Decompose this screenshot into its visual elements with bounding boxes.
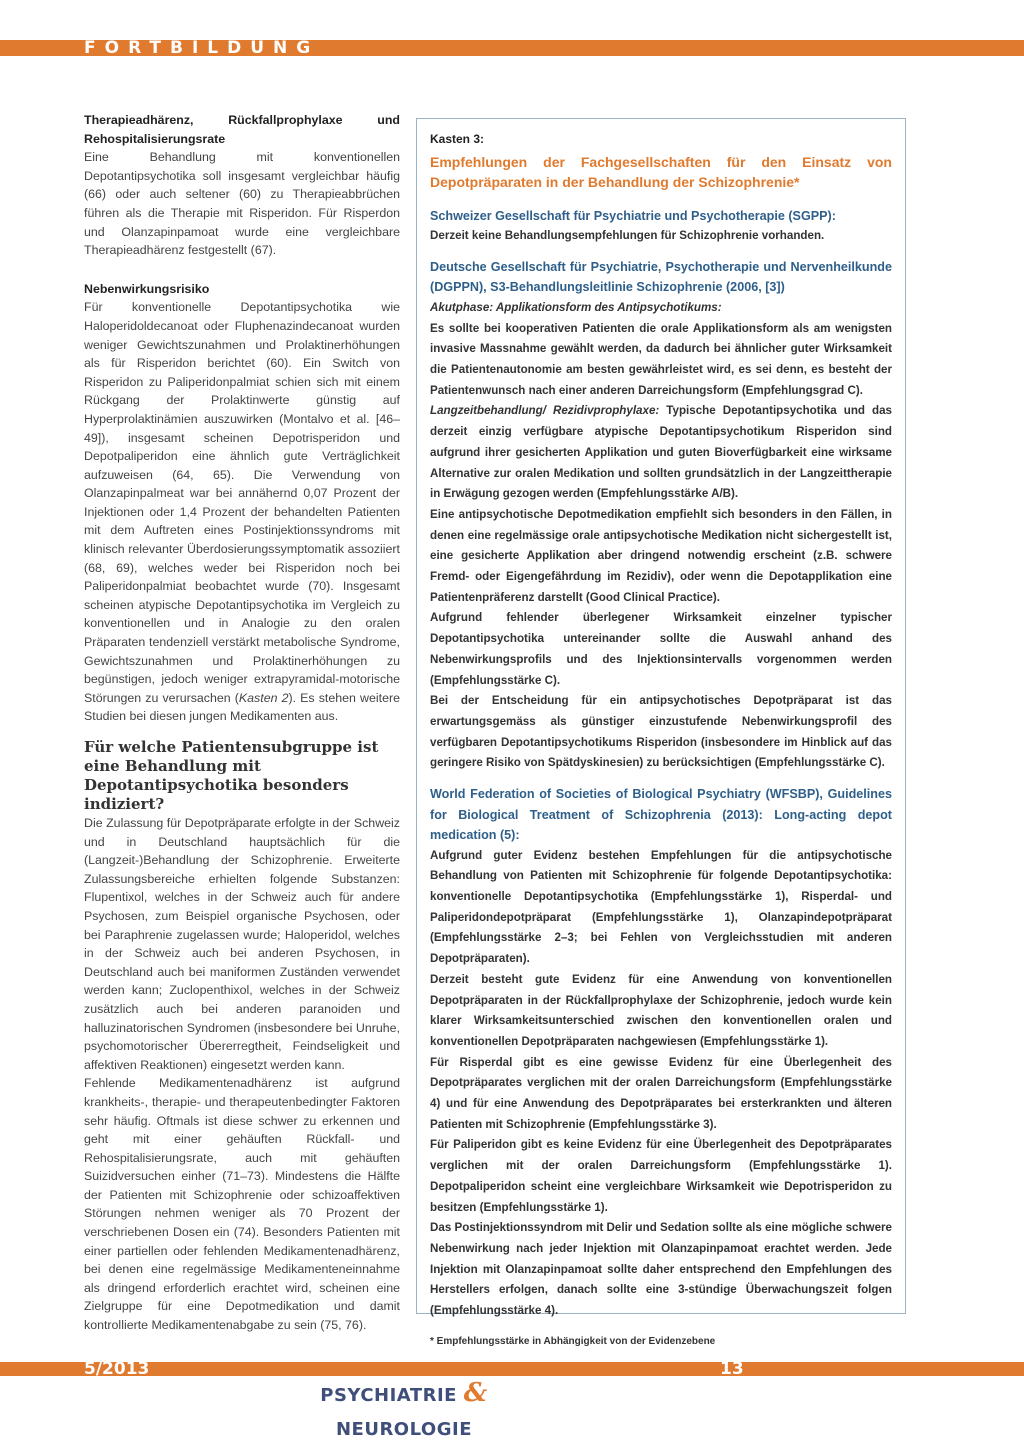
paragraph-adherence: Eine Behandlung mit konventionellen Depotantipsychotika soll insgesamt vergleichbar häufig (66) oder auch seltener (60) zu Therapieabbrüchen führen als die Therapie mit Risperidon. Für Risperdon und Olanzapinpamoat wurde eine vergleichbare Therapieadhärenz festgestellt (67).	[84, 150, 400, 258]
wfsbp-paragraph-5: Das Postinjektionssyndrom mit Delir und Sedation sollte als eine mögliche schwere Nebenwirkung nach jeder Injektion mit Olanzapinpamoat erachtet werden. Jede Injektion mit Olanzapinpamoat sollte daher entsprechend den Empfehlungen des Herstellers erfolgen, danach sollte eine 3-stündige Überwachungszeit folgen (Empfehlungsstärke 4).	[430, 1221, 892, 1318]
dgppn-paragraph-4: Aufgrund fehlender überlegener Wirksamkeit einzelner typischer Depotantipsychotika untereinander sollte die Auswahl anhand des Nebenwirkungsprofils und des Injektionsintervalls vorgenommen werden (Empfehlungsstärke C).	[430, 611, 892, 687]
wfsbp-paragraph-1: Aufgrund guter Evidenz bestehen Empfehlungen für die antipsychotische Behandlung von Patienten mit Schizophrenie für folgende Depotantipsychotika: konventionelle Depotantipsychotika (Empfehlungsstärke 1), Risperdal- und Paliperidondepotpräparat (Empfehlungsstärke 1), Olanzapindepotpräparat (Empfehlungsstärke 2–3; bei Fehlen von Vergleichsstudien mit anderen Depotpräparaten).	[430, 848, 892, 966]
wfsbp-paragraph-4: Für Paliperidon gibt es keine Evidenz für eine Überlegenheit des Depotpräparates verglichen mit der oralen Darreichungsform (Empfehlungsstärke 1). Depotpaliperidon scheint eine vergleichbare Wirksamkeit wie Depotrisperidon zu besitzen (Empfehlungsstärke 1).	[430, 1138, 892, 1214]
dgppn-heading: Deutsche Gesellschaft für Psychiatrie, Psychotherapie und Nervenheilkunde (DGPPN), S3-Behandlungsleitlinie Schizophrenie (2006, [3])	[430, 259, 892, 295]
dgppn-paragraph-2: Langzeitbehandlung/ Rezidivprophylaxe: Typische Depotantipsychotika und das derzeit einzig verfügbare atypische Depotantipsychotikum Risperidon sind aufgrund ihrer gesicherten Applikation und guten Bioverfügbarkeit eine wirksame Alternative zur oralen Medikation und sollten grundsätzlich in der Langzeittherapie in Erwägung gezogen werden (Empfehlungsstärke A/B).	[430, 404, 892, 501]
dgppn-paragraph-5: Bei der Entscheidung für ein antipsychotisches Depotpräparat ist das erwartungsgemäss als günstiger einzustufende Nebenwirkungsprofil des verfügbaren Depotantipsychotikums Risperidon (insbesondere im Hinblick auf das geringere Risiko von Spätdyskinesien) zu berücksichtigen (Empfehlungsstärke C).	[430, 694, 892, 770]
subheading-adherence: Therapieadhärenz, Rückfallprophylaxe und Rehospitalisierungsrate	[84, 113, 400, 146]
kasten-reference: Kasten 2	[238, 690, 289, 705]
left-column	[84, 111, 400, 1335]
sgpp-text: Derzeit keine Behandlungsempfehlungen für Schizophrenie vorhanden.	[430, 229, 825, 243]
section-label: FORTBILDUNG	[84, 38, 320, 58]
paragraph-side-effects: Für konventionelle Depotantipsychotika wie Haloperidoldecanoat oder Fluphenazindecanoat wurden weniger Gewichtszunahmen und Prolaktinerhöhungen als für Risperidon berichtet (60). Ein Switch von Risperidon zu Paliperidonpalmiat schien sich mit einem Rückgang der Prolaktinwerte günstig auf Hyperprolaktinämien auszuwirken (Montalvo et al. [46–49]), insgesamt scheinen Depotrisperidon und Depotpaliperidon eine ähnlich gute Verträglichkeit aufzuweisen (64, 65). Die Verwendung von Olanzapinpalmeat war bei annähernd 0,07 Prozent der Injektionen oder 1,4 Prozent der behandelten Patienten mit dem Auftreten eines Postinjektionssyndroms mit klinisch relevanter Überdosierungssymptomatik assoziiert (68, 69), welches weder bei Risperidon noch bei Paliperidonpalmiat beobachtet wurde (70). Insgesamt scheinen atypische Depotantipsychotika im Vergleich zu konventionellen und in Analogie zu den oralen Präparaten tendenziell verstärkt metabolische Syndrome, Gewichtszunahmen und Prolaktinerhöhungen zu begünstigen, jedoch weniger extrapyramidal-motorische Störungen zu verursachen (Kasten 2). Es stehen weitere Studien bei diesen jungen Medikamenten aus.	[84, 300, 400, 724]
paragraph-approval: Die Zulassung für Depotpräparate erfolgte in der Schweiz und in Deutschland hauptsächlich für die (Langzeit-)Behandlung der Schizophrenie. Erweiterte Zulassungsbereiche erhielten folgende Substanzen: Flupentixol, welches in der Schweiz auch für andere Psychosen, zum Beispiel organische Psychosen, oder bei Paraphrenie zugelassen wurde; Haloperidol, welches in der Schweiz auch bei anderen Psychosen, in Deutschland auch bei maniformen Zuständen verwendet werden kann; Zuclopenthixol, welches in der Schweiz zusätzlich auch bei anderen paranoiden und halluzinatorischen Syndromen (insbesondere bei Unruhe, psychomotorischer Übererregtheit, Feindseligkeit und affektiven Reaktionen) eingesetzt werden kann.	[84, 816, 400, 1072]
wfsbp-heading: World Federation of Societies of Biological Psychiatry (WFSBP), Guidelines for Biological Treatment of Schizophrenia (2013): Long-acting depot medication (5):	[430, 787, 892, 843]
dgppn-phase: Akutphase: Applikationsform des Antipsychotikums:	[430, 300, 722, 314]
paragraph-non-adherence: Fehlende Medikamentenadhärenz ist aufgrund krankheits-, therapie- und therapeutenbedingter Faktoren sehr häufig. Oftmals ist diese schwer zu erkennen und geht mit einer gehäuften Rückfall- und Rehospitalisierungsrate, auch mit gehäuften Suizidversuchen einher (71–73). Mindestens die Hälfte der Patienten mit Schizophrenie oder schizoaffektiven Störungen nehmen weniger als 70 Prozent der verschriebenen Dosen ein (74). Besonders Patienten mit einer partiellen oder fehlenden Medikamentenadhärenz, bei denen eine regelmässige Medikamenteneinnahme als dringend erforderlich erachtet wird, scheinen eine Zielgruppe für eine Depotmedikation und damit kontrollierte Medikamentenabgabe zu sein (75, 76).	[84, 1076, 400, 1333]
issue-number: 5/2013	[84, 1359, 150, 1379]
dgppn-paragraph-3: Eine antipsychotische Depotmedikation empfiehlt sich besonders in den Fällen, in denen eine regelmässige orale antipsychotische Medikation nicht sichergestellt ist, eine gesicherte Applikation aber dringend notwendig erscheint (z.B. schwere Fremd- oder Eigengefährdung im Rezidiv), oder wenn die Depotapplikation eine Patientenpräferenz darstellt (Good Clinical Practice).	[430, 507, 892, 604]
subheading-side-effects: Nebenwirkungsrisiko	[84, 281, 210, 296]
sgpp-heading: Schweizer Gesellschaft für Psychiatrie und Psychotherapie (SGPP):	[430, 208, 836, 223]
box-footnote: * Empfehlungsstärke in Abhängigkeit von der Evidenzebene	[430, 1335, 716, 1347]
page-number: 13	[720, 1359, 744, 1379]
box-label: Kasten 3:	[430, 132, 485, 146]
section-heading-indication: Für welche Patientensubgruppe ist eine Behandlung mit Depotantipsychotika besonders indiziert?	[84, 738, 379, 813]
journal-logo: PSYCHIATRIE & NEUROLOGIE	[253, 1376, 555, 1408]
footer-bar	[0, 1362, 1024, 1376]
wfsbp-paragraph-2: Derzeit besteht gute Evidenz für eine Anwendung von konventionellen Depotpräparaten in der Rückfallprophylaxe der Schizophrenie, jedoch wurde kein klarer Wirksamkeitsunterschied zwischen den konventionellen oralen und konventionellen Depotpräparaten nachgewiesen (Empfehlungsstärke 1).	[430, 972, 892, 1048]
info-box-kasten-3	[416, 118, 906, 1347]
box-title: Empfehlungen der Fachgesellschaften für den Einsatz von Depotpräparaten in der Behandlung der Schizophrenie*	[430, 153, 892, 190]
ampersand-glyph: &	[463, 1378, 488, 1408]
dgppn-paragraph-1: Es sollte bei kooperativen Patienten die orale Applikationsform als am wenigsten invasive Massnahme gewählt werden, da dadurch bei ähnlicher guter Wirksamkeit die Patientenautonomie am besten gewährleistet wird, es sei denn, es besteht der Patientenwunsch nach einer anderen Darreichungsform (Empfehlungsgrad C).	[430, 321, 892, 397]
wfsbp-paragraph-3: Für Risperdal gibt es eine gewisse Evidenz für eine Überlegenheit des Depotpräparates verglichen mit der oralen Darreichungsform (Empfehlungsstärke 4) und für eine Anwendung des Depotpräparates bei ersterkrankten und älteren Patienten mit Schizophrenie (Empfehlungsstärke 3).	[430, 1055, 892, 1131]
